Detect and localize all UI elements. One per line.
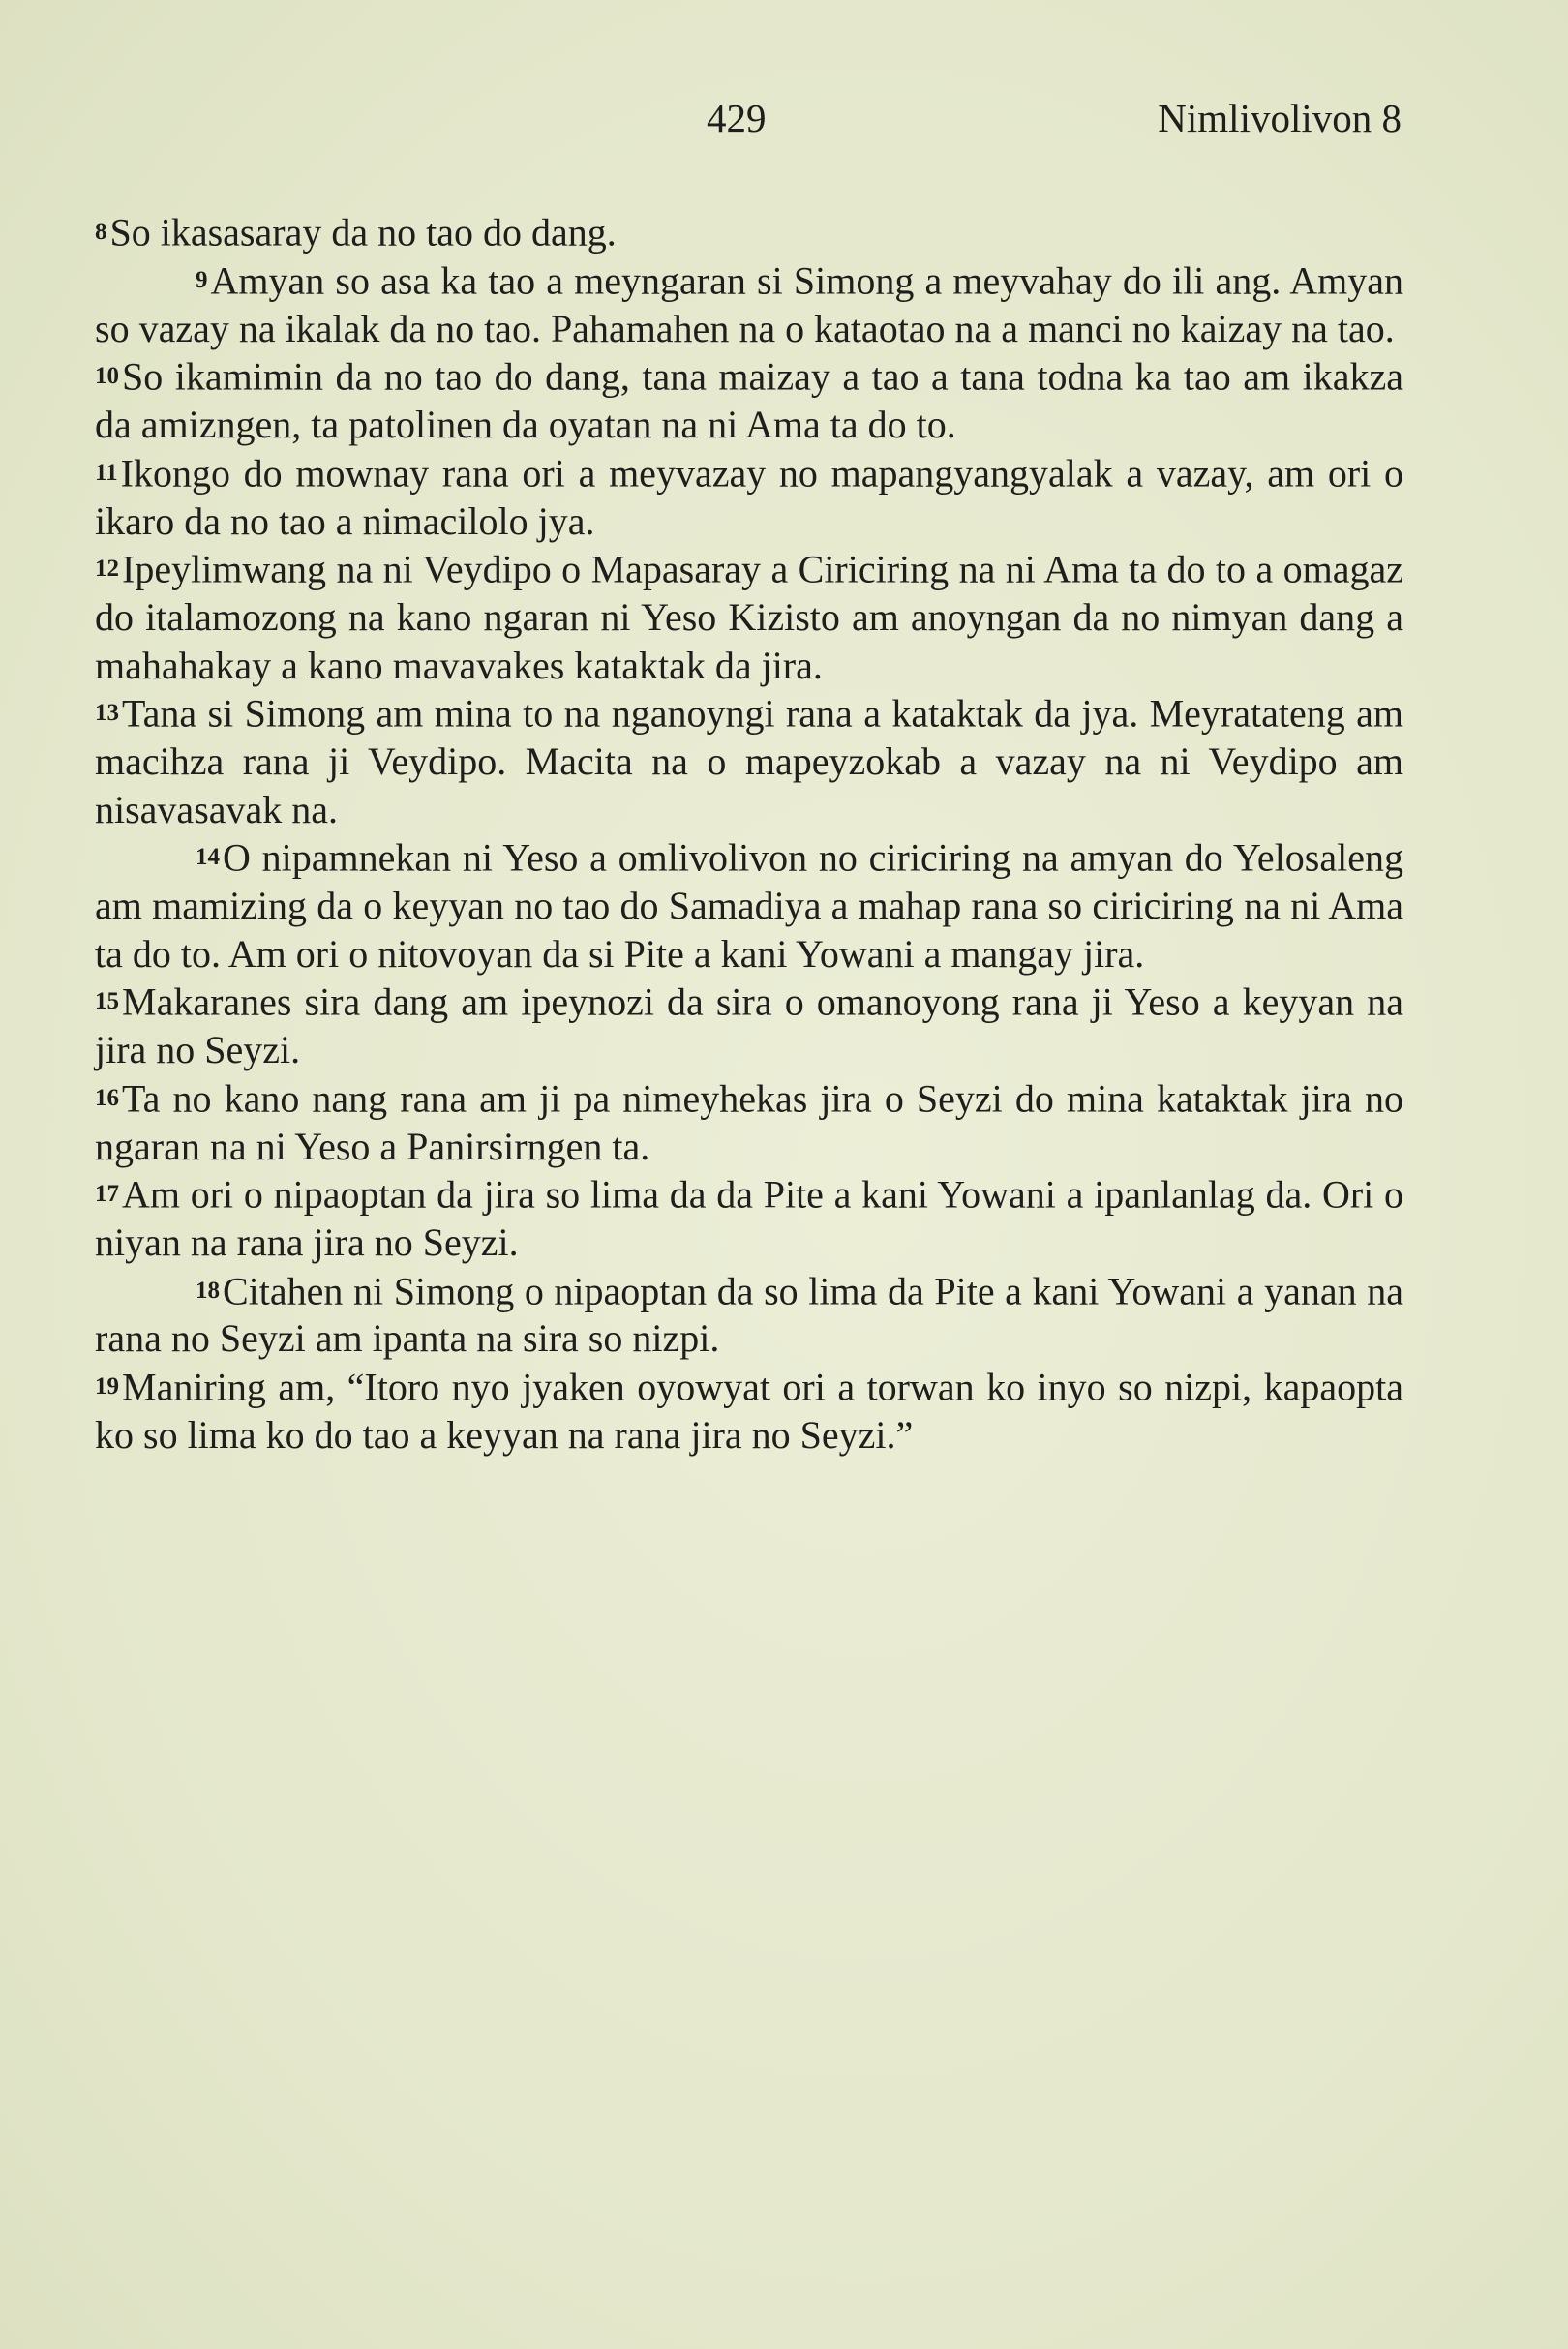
verse-number: 19 (95, 1373, 119, 1400)
verse-18 (95, 1267, 1403, 1363)
page-number: 429 (707, 96, 767, 140)
verse-text: Makaranes sira dang am ipeynozi da sira o omanoyong rana ji Yeso a keyyan na jira no Seyzi. (95, 979, 1403, 1072)
verse-number: 9 (196, 266, 208, 293)
verse-16 (95, 1074, 1403, 1170)
verse-number: 16 (95, 1084, 119, 1111)
verse-number: 17 (95, 1181, 119, 1208)
verse-number: 13 (95, 700, 119, 727)
verse-17 (95, 1170, 1403, 1266)
verse-text: Ta no kano nang rana am ji pa nimeyhekas jira o Seyzi do mina kataktak jira no ngaran na ni Yeso a Panirsirngen ta. (95, 1075, 1403, 1168)
verse-text: Tana si Simong am mina to na nganoyngi rana a kataktak da jya. Meyratateng am macihza rana ji Veydipo. Macita na o mapeyzokab a vazay na ni Veydipo am nisavasavak na. (95, 691, 1403, 831)
verse-text: Ipeylimwang na ni Veydipo o Mapasaray a Ciriciring na ni Ama ta do to a omagaz do italamozong na kano ngaran ni Yeso Kizisto am anoyngan da no nimyan dang a mahahakay a kano mavavakes kataktak da jira. (95, 547, 1403, 687)
verse-text: Am ori o nipaoptan da jira so lima da da Pite a kani Yowani a ipanlanlag da. Ori o niyan na rana jira no Seyzi. (95, 1172, 1403, 1264)
verse-number: 8 (95, 219, 107, 245)
verse-text: So ikasasaray da no tao do dang. (109, 210, 617, 255)
verse-text: Ikongo do mownay rana ori a meyvazay no mapangyangyalak a vazay, am ori o ikaro da no tao a nimacilolo jya. (95, 450, 1403, 543)
page-header (95, 89, 1403, 147)
verse-text: So ikamimin da no tao do dang, tana maizay a tao a tana todna ka tao am ikakza da amizngen, ta patolinen da oyatan na ni Ama ta do to. (95, 354, 1403, 447)
verse-13 (95, 689, 1403, 833)
verse-text: Citahen ni Simong o nipaoptan da so lima da Pite a kani Yowani a yanan na rana no Seyzi am ipanta na sira so nizpi. (95, 1268, 1403, 1361)
verse-14 (95, 833, 1403, 978)
verse-11 (95, 449, 1403, 545)
verse-number: 14 (196, 844, 220, 871)
verse-10 (95, 352, 1403, 448)
chapter-text (95, 208, 1403, 1459)
verse-15 (95, 978, 1403, 1073)
verse-text: Maniring am, “Itoro nyo jyaken oyowyat ori a torwan ko inyo so nizpi, kapaopta ko so lima ko do tao a keyyan na rana jira no Seyzi.” (95, 1365, 1403, 1457)
verse-8 (95, 208, 1403, 256)
verse-number: 12 (95, 556, 119, 583)
verse-9 (95, 256, 1403, 352)
verse-19 (95, 1363, 1403, 1459)
verse-12 (95, 545, 1403, 689)
verse-text: O nipamnekan ni Yeso a omlivolivon no ciriciring na amyan do Yelosaleng am mamizing da o keyyan no tao do Samadiya a mahap rana so ciriciring na ni Ama ta do to. Am ori o nitovoyan da si Pite a kani Yowani a mangay jira. (95, 835, 1403, 976)
verse-number: 11 (95, 459, 118, 486)
running-head: Nimlivolivon 8 (1158, 96, 1402, 140)
verse-number: 15 (95, 988, 119, 1015)
verse-text: Amyan so asa ka tao a meyngaran si Simong a meyvahay do ili ang. Amyan so vazay na ikalak da no tao. Pahamahen na o kataotao na a manci no kaizay na tao. (95, 258, 1403, 350)
verse-number: 18 (196, 1277, 220, 1304)
verse-number: 10 (95, 363, 119, 390)
